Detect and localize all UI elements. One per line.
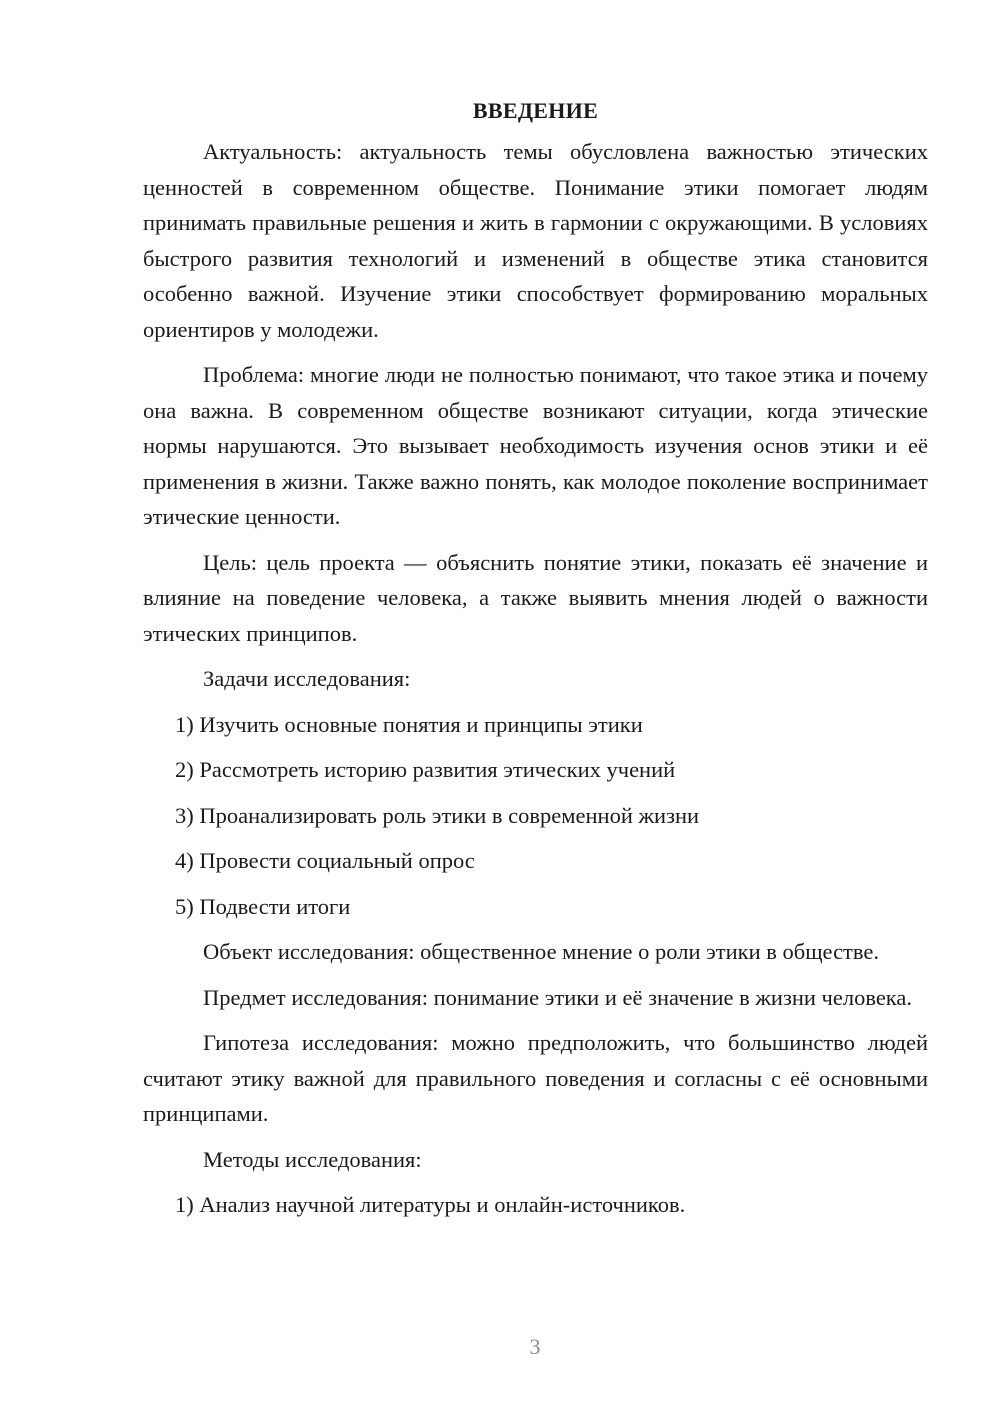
list-item: 1) Анализ научной литературы и онлайн-источников. <box>175 1192 686 1217</box>
tasks-list <box>143 707 928 925</box>
document-page <box>143 96 928 1233</box>
section-title: ВВЕДЕНИЕ <box>472 98 599 123</box>
paragraph-subject: Предмет исследования: понимание этики и её значение в жизни человека. <box>203 984 913 1010</box>
list-item: 3) Проанализировать роль этики в современной жизни <box>175 802 700 828</box>
list-item: 2) Рассмотреть историю развития этических учений <box>175 757 676 782</box>
paragraph-hypothesis: Гипотеза исследования: можно предположить, что большинство людей считают этику важной для правильного поведения и согласны с её основными принципами. <box>143 1030 928 1126</box>
paragraph-goal: Цель: цель проекта — объяснить понятие этики, показать её значение и влияние на поведение человека, а также выявить мнения людей о важности этических принципов. <box>143 549 928 646</box>
tasks-heading: Задачи исследования: <box>203 666 411 691</box>
list-item: 1) Изучить основные понятия и принципы этики <box>175 711 643 737</box>
paragraph-problem: Проблема: многие люди не полностью понимают, что такое этика и почему она важна. В современном обществе возникают ситуации, когда этические нормы нарушаются. Это вызывает необходимость изучения основ этики и её применения в жизни. Также важно понять, как молодое поколение воспринимает этические ценности. <box>143 362 928 529</box>
methods-list <box>143 1187 928 1223</box>
paragraph-relevance: Актуальность: актуальность темы обусловлена важностью этических ценностей в современном обществе. Понимание этики помогает людям принимать правильные решения и жить в гармонии с окружающими. В условиях быстрого развития технологий и изменений в обществе этика становится особенно важной. Изучение этики способствует формированию моральных ориентиров у молодежи. <box>143 139 928 342</box>
page-number: 3 <box>529 1334 541 1359</box>
methods-heading: Методы исследования: <box>203 1146 422 1172</box>
list-item: 5) Подвести итоги <box>175 893 351 919</box>
list-item: 4) Провести социальный опрос <box>175 848 475 873</box>
paragraph-object: Объект исследования: общественное мнение о роли этики в обществе. <box>203 939 879 964</box>
